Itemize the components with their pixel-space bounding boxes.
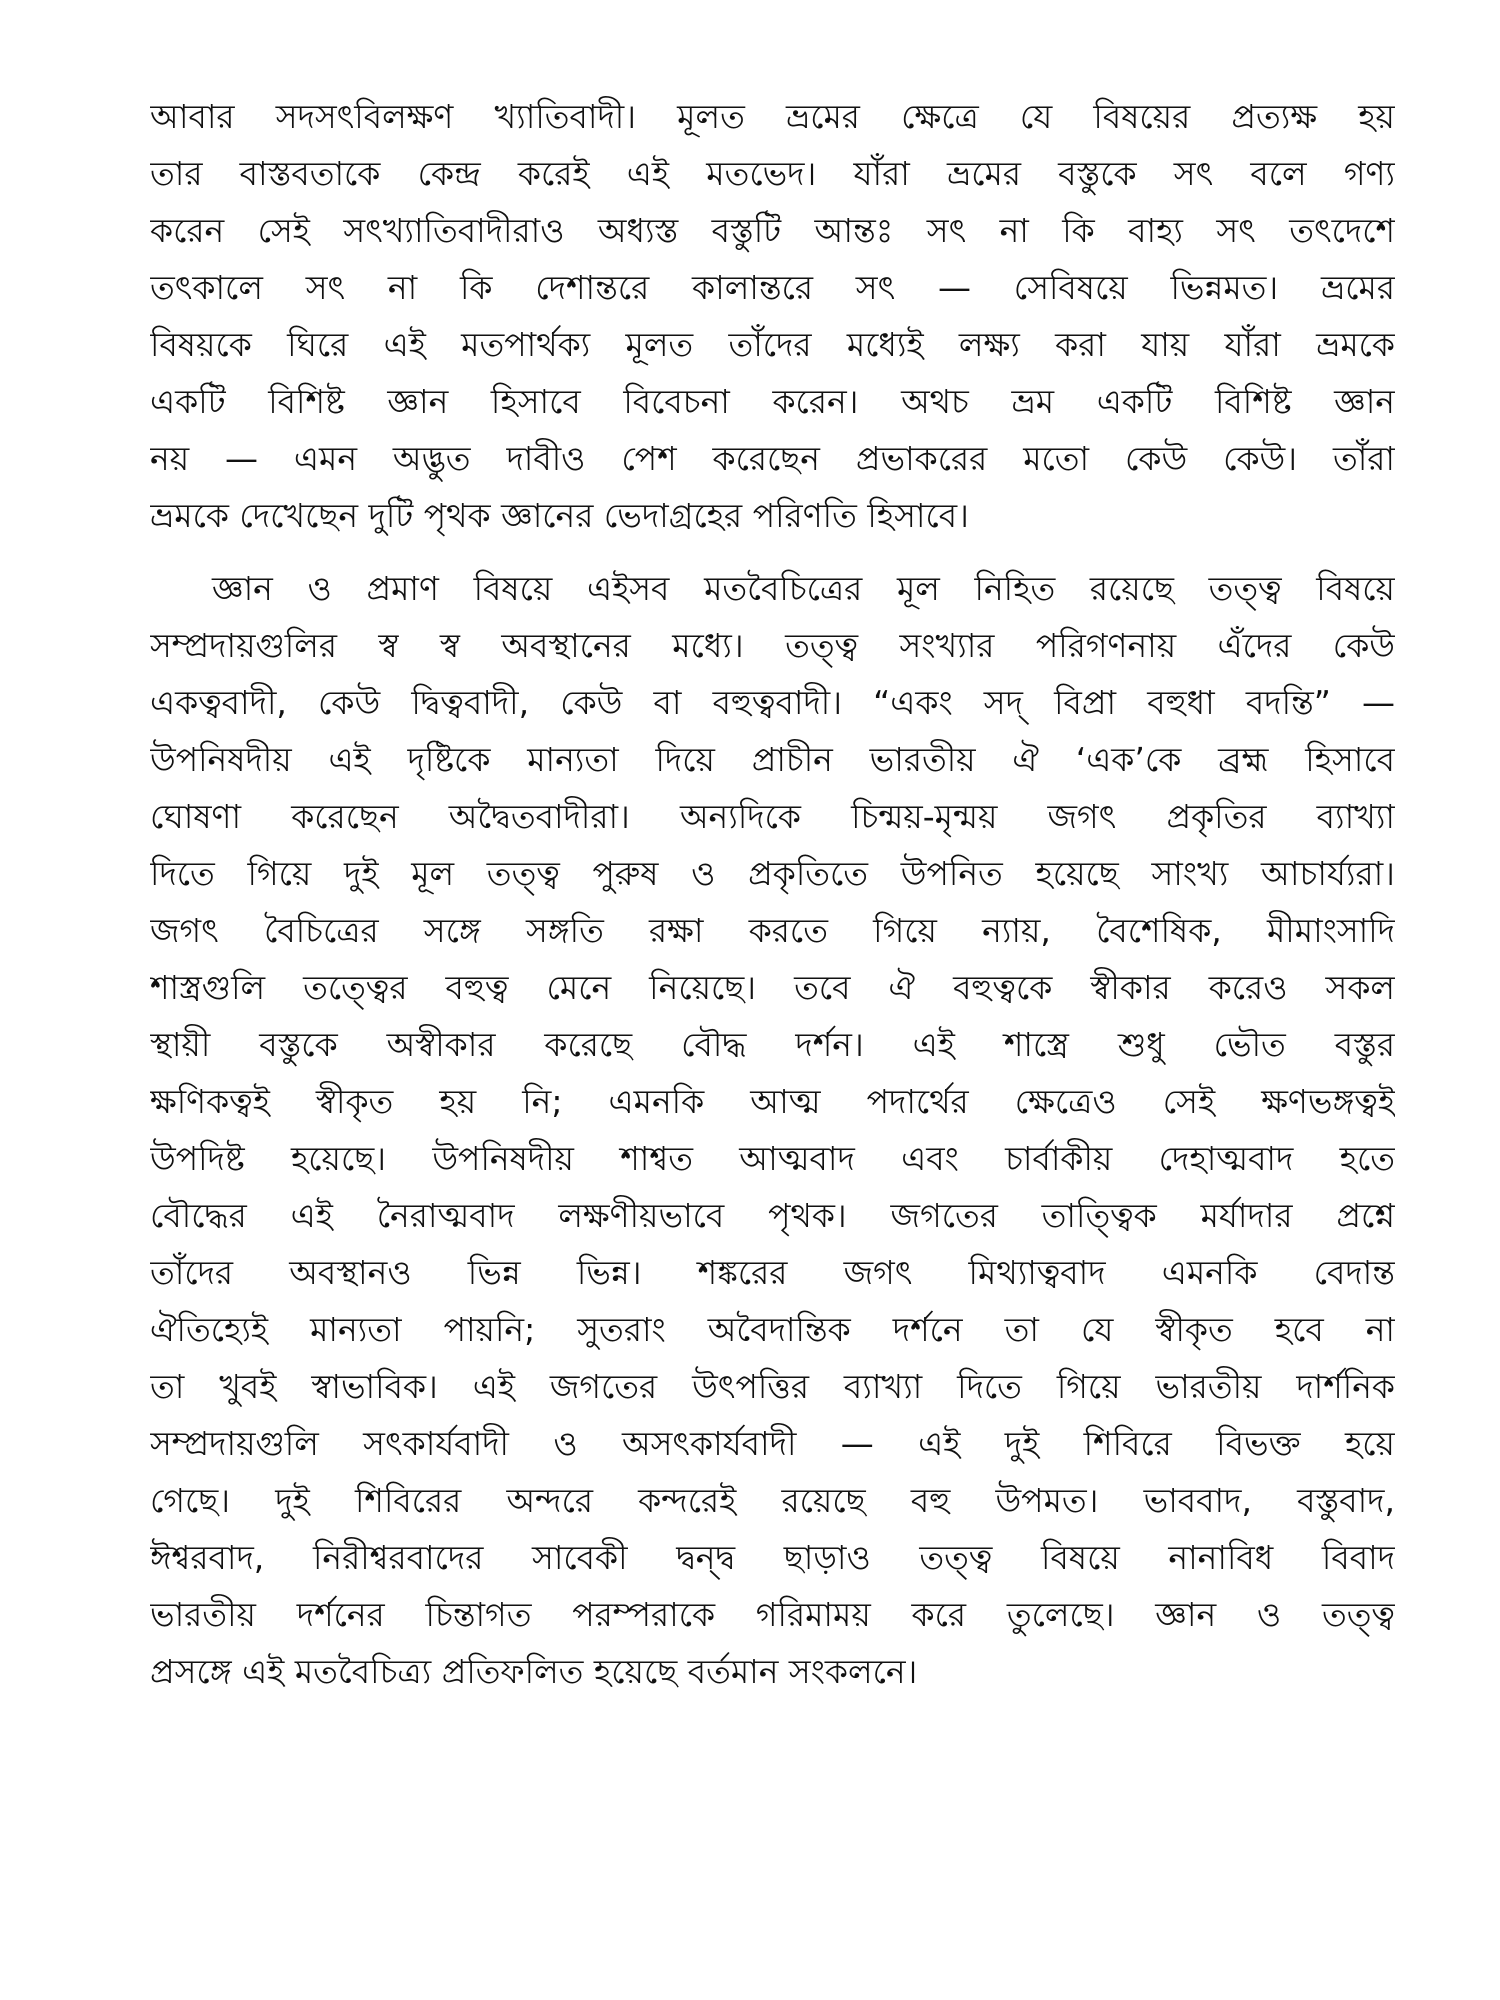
text-line: দিতে গিয়ে দুই মূল তত্ত্ব পুরুষ ও প্রকৃতিতে উপনিত হয়েছে সাংখ্য আচার্য্যরা।: [150, 854, 1395, 893]
text-line: একত্ববাদী, কেউ দ্বিত্ববাদী, কেউ বা বহুত্ববাদী। “একং সদ্ বিপ্রা বহুধা বদন্তি” —: [150, 683, 1395, 722]
text-line: ভ্রমকে দেখেছেন দুটি পৃথক জ্ঞানের ভেদাগ্রহের পরিণতি হিসাবে।: [150, 496, 969, 535]
text-line: ঘোষণা করেছেন অদ্বৈতবাদীরা। অন্যদিকে চিন্ময়-মৃন্ময় জগৎ প্রকৃতির ব্যাখ্যা: [150, 797, 1395, 836]
text-line: তৎকালে সৎ না কি দেশান্তরে কালান্তরে সৎ — সেবিষয়ে ভিন্নমত। ভ্রমের: [150, 268, 1395, 307]
paragraph-2: [150, 560, 1395, 1700]
text-line: তার বাস্তবতাকে কেন্দ্র করেই এই মতভেদ। যাঁরা ভ্রমের বস্তুকে সৎ বলে গণ্য: [150, 154, 1395, 193]
text-line: সম্প্রদায়গুলির স্ব স্ব অবস্থানের মধ্যে। তত্ত্ব সংখ্যার পরিগণনায় এঁদের কেউ: [150, 626, 1395, 665]
text-line: উপদিষ্ট হয়েছে। উপনিষদীয় শাশ্বত আত্মবাদ এবং চার্বাকীয় দেহাত্মবাদ হতে: [150, 1139, 1395, 1178]
body-text: [150, 88, 1395, 1700]
text-line: প্রসঙ্গে এই মতবৈচিত্র্য প্রতিফলিত হয়েছে বর্তমান সংকলনে।: [150, 1652, 918, 1691]
text-line: শাস্ত্রগুলি তত্ত্বের বহুত্ব মেনে নিয়েছে। তবে ঐ বহুত্বকে স্বীকার করেও সকল: [150, 968, 1395, 1007]
text-line: আবার সদসৎবিলক্ষণ খ্যাতিবাদী। মূলত ভ্রমের ক্ষেত্রে যে বিষয়ের প্রত্যক্ষ হয়: [150, 97, 1395, 136]
text-line: নয় — এমন অদ্ভুত দাবীও পেশ করেছেন প্রভাকরের মতো কেউ কেউ। তাঁরা: [150, 439, 1395, 478]
text-line: একটি বিশিষ্ট জ্ঞান হিসাবে বিবেচনা করেন। অথচ ভ্রম একটি বিশিষ্ট জ্ঞান: [150, 382, 1395, 421]
text-line: গেছে। দুই শিবিরের অন্দরে কন্দরেই রয়েছে বহু উপমত। ভাববাদ, বস্তুবাদ,: [150, 1481, 1395, 1520]
text-line: জ্ঞান ও প্রমাণ বিষয়ে এইসব মতবৈচিত্রের মূল নিহিত রয়েছে তত্ত্ব বিষয়ে: [212, 569, 1395, 608]
text-line: বৌদ্ধের এই নৈরাত্মবাদ লক্ষণীয়ভাবে পৃথক। জগতের তাত্ত্বিক মর্যাদার প্রশ্নে: [150, 1196, 1395, 1235]
text-line: ক্ষণিকত্বই স্বীকৃত হয় নি; এমনকি আত্ম পদার্থের ক্ষেত্রেও সেই ক্ষণভঙ্গত্বই: [150, 1082, 1395, 1121]
text-line: উপনিষদীয় এই দৃষ্টিকে মান্যতা দিয়ে প্রাচীন ভারতীয় ঐ ‘এক’কে ব্রহ্ম হিসাবে: [150, 740, 1395, 779]
text-line: ঐতিহ্যেই মান্যতা পায়নি; সুতরাং অবৈদান্তিক দর্শনে তা যে স্বীকৃত হবে না: [150, 1310, 1395, 1349]
paragraph-1: [150, 88, 1395, 544]
text-line: ঈশ্বরবাদ, নিরীশ্বরবাদের সাবেকী দ্বন্দ্ব ছাড়াও তত্ত্ব বিষয়ে নানাবিধ বিবাদ: [150, 1538, 1395, 1577]
text-line: তাঁদের অবস্থানও ভিন্ন ভিন্ন। শঙ্করের জগৎ মিথ্যাত্ববাদ এমনকি বেদান্ত: [150, 1253, 1395, 1292]
text-line: স্থায়ী বস্তুকে অস্বীকার করেছে বৌদ্ধ দর্শন। এই শাস্ত্রে শুধু ভৌত বস্তুর: [150, 1025, 1395, 1064]
text-line: করেন সেই সৎখ্যাতিবাদীরাও অধ্যস্ত বস্তুটি আন্তঃ সৎ না কি বাহ্য সৎ তৎদেশে: [150, 211, 1395, 250]
text-line: ভারতীয় দর্শনের চিন্তাগত পরম্পরাকে গরিমাময় করে তুলেছে। জ্ঞান ও তত্ত্ব: [150, 1595, 1395, 1634]
text-line: জগৎ বৈচিত্রের সঙ্গে সঙ্গতি রক্ষা করতে গিয়ে ন্যায়, বৈশেষিক, মীমাংসাদি: [150, 911, 1395, 950]
text-line: তা খুবই স্বাভাবিক। এই জগতের উৎপত্তির ব্যাখ্যা দিতে গিয়ে ভারতীয় দার্শনিক: [150, 1367, 1395, 1406]
text-line: বিষয়কে ঘিরে এই মতপার্থক্য মূলত তাঁদের মধ্যেই লক্ষ্য করা যায় যাঁরা ভ্রমকে: [150, 325, 1395, 364]
paragraph-spacer: [150, 544, 1395, 560]
text-line: সম্প্রদায়গুলি সৎকার্যবাদী ও অসৎকার্যবাদী — এই দুই শিবিরে বিভক্ত হয়ে: [150, 1424, 1395, 1463]
